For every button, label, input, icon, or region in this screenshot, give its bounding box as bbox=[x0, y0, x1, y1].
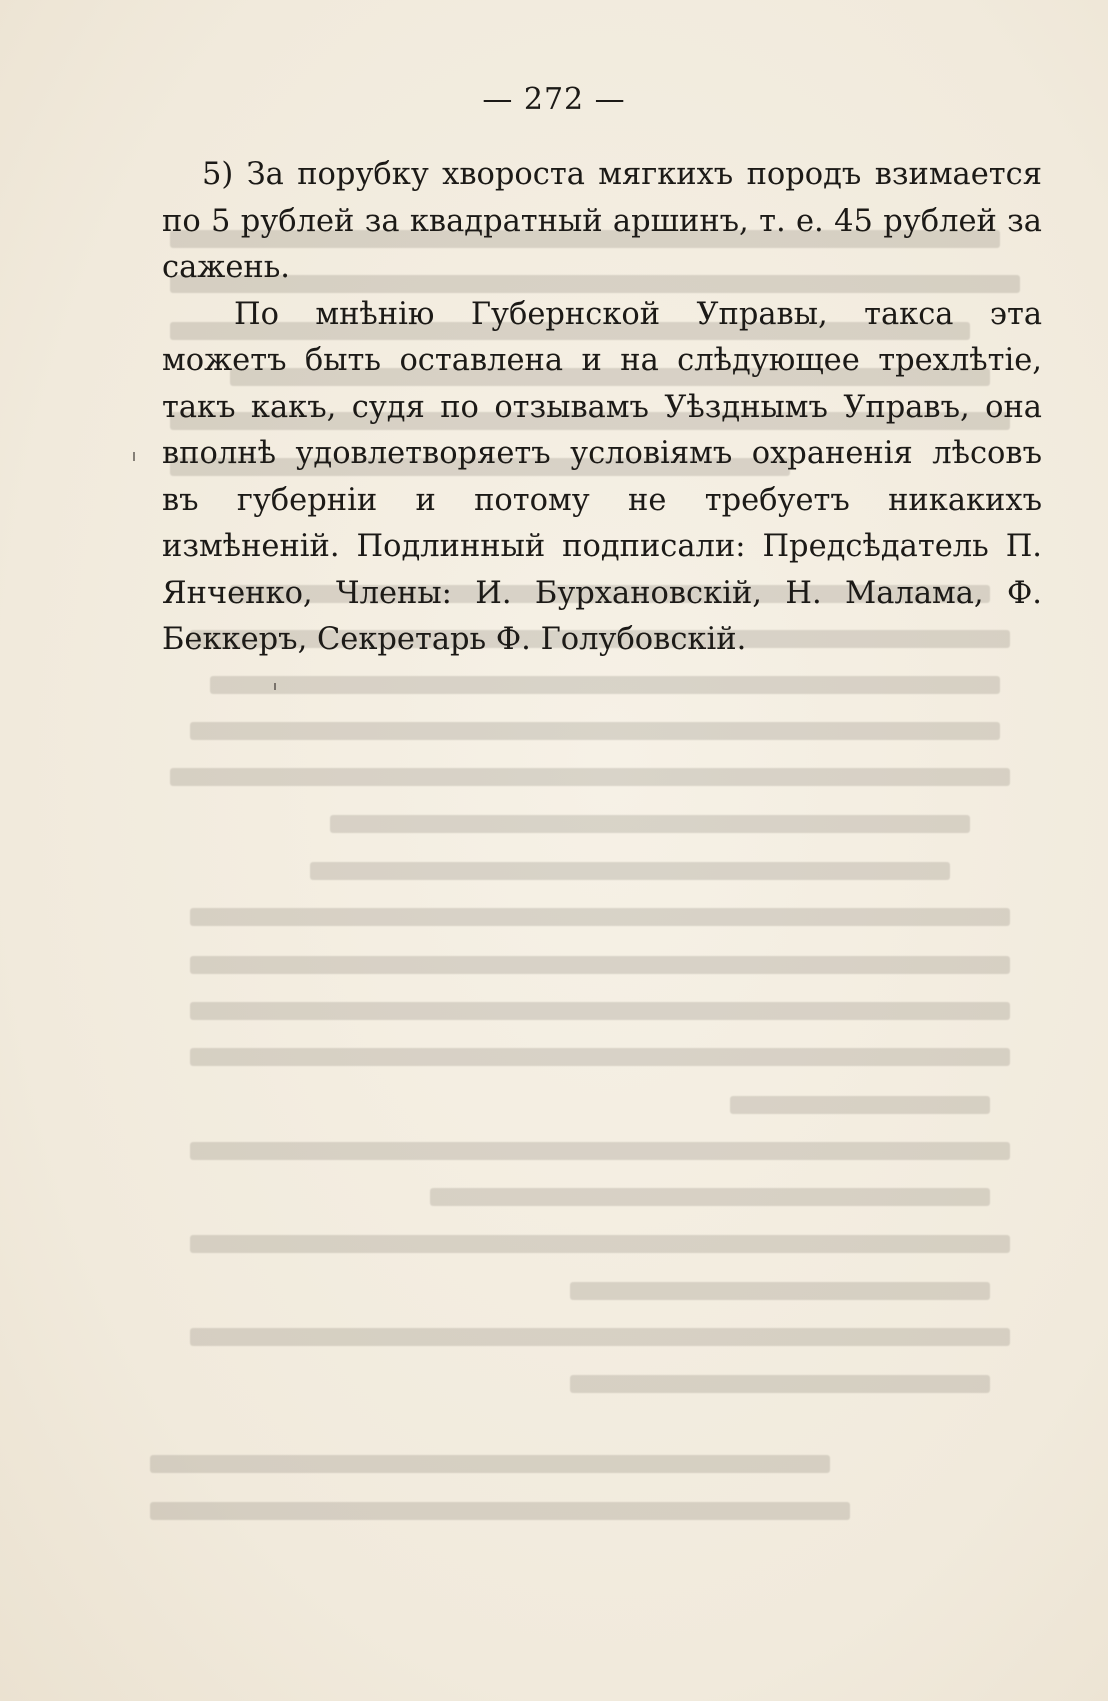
body-text bbox=[162, 152, 1042, 664]
speck-mark bbox=[274, 683, 276, 690]
speck-mark bbox=[133, 452, 135, 461]
paragraph-opinion-and-signatures: По мнѣнію Губернской Управы, такса эта можетъ быть оставлена и на слѣдующее трехлѣтіе, такъ какъ, судя по отзывамъ Уѣзднымъ Управъ, она вполнѣ удовлетворяетъ условіямъ охраненія лѣсовъ въ губерніи и потому не требуетъ никакихъ измѣненій. Подлинный подписали: Предсѣдатель П. Янченко, Члены: И. Бурхановскій, Н. Малама, Ф. Беккеръ, Секретарь Ф. Голубовскій. bbox=[162, 296, 1042, 657]
page-number: — 272 — bbox=[482, 82, 626, 117]
paragraph-rate-item-5: 5) За порубку хвороста мягкихъ породъ взимается по 5 рублей за квадратный аршинъ, т. е. 45 рублей за сажень. bbox=[162, 157, 1042, 285]
